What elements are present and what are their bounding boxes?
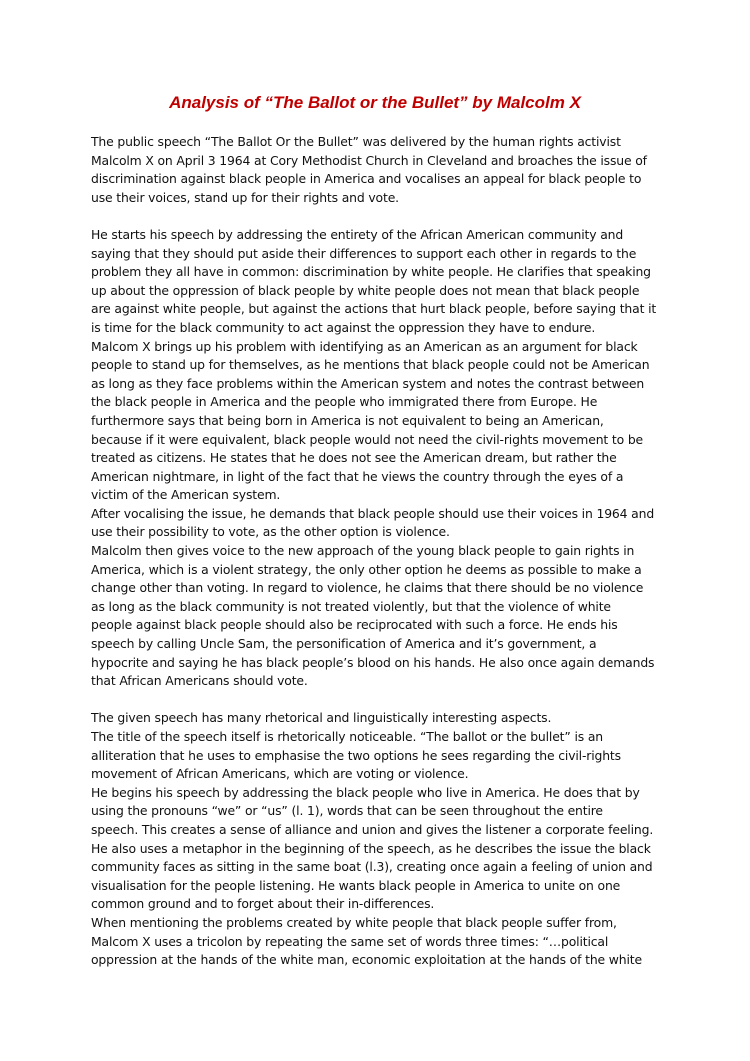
paragraph-rhetoric-intro <box>91 709 669 728</box>
text-line: use their possibility to vote, as the other option is violence. <box>91 524 450 540</box>
text-line: that African Americans should vote. <box>91 673 308 689</box>
text-line: saying that they should put aside their differences to support each other in regards to the <box>91 245 637 261</box>
paragraph-vote-demand <box>91 505 669 542</box>
text-line: Malcolm X on April 3 1964 at Cory Methodist Church in Cleveland and broaches the issue of <box>91 152 647 168</box>
paragraph-american-identity <box>91 338 669 505</box>
text-line: oppression at the hands of the white man, economic exploitation at the hands of the white <box>91 952 642 968</box>
text-line: Malcolm then gives voice to the new approach of the young black people to gain rights in <box>91 543 635 559</box>
text-line: community faces as sitting in the same boat (l.3), creating once again a feeling of union and <box>91 859 653 875</box>
text-line: He also uses a metaphor in the beginning of the speech, as he describes the issue the black <box>91 840 651 856</box>
text-line: The given speech has many rhetorical and linguistically interesting aspects. <box>91 710 552 726</box>
paragraph-introduction <box>91 133 669 207</box>
text-line: victim of the American system. <box>91 487 281 503</box>
text-line: people against black people should also be reciprocated with such a force. He ends his <box>91 617 618 633</box>
paragraph-tricolon <box>91 914 669 970</box>
text-line: people to stand up for themselves, as he mentions that black people could not be American <box>91 357 650 373</box>
text-line: furthermore says that being born in America is not equivalent to being an American, <box>91 412 604 428</box>
text-line: American nightmare, in light of the fact that he views the country through the eyes of a <box>91 468 624 484</box>
text-line: because if it were equivalent, black people would not need the civil-rights movement to be <box>91 431 644 447</box>
text-line: discrimination against black people in America and vocalises an appeal for black people to <box>91 171 642 187</box>
text-line: the black people in America and the people who immigrated there from Europe. He <box>91 394 598 410</box>
text-line: Malcom X brings up his problem with identifying as an American as an argument for black <box>91 338 638 354</box>
text-line: The public speech “The Ballot Or the Bullet” was delivered by the human rights activist <box>91 134 621 149</box>
text-line: America, which is a violent strategy, the only other option he deems as possible to make a <box>91 561 642 577</box>
text-line: The title of the speech itself is rhetorically noticeable. “The ballot or the bullet” is an <box>91 729 603 744</box>
text-line: as long as the black community is not treated violently, but that the violence of white <box>91 598 611 614</box>
text-line: speech by calling Uncle Sam, the personification of America and it’s government, a <box>91 636 597 652</box>
text-line: use their voices, stand up for their rights and vote. <box>91 189 399 205</box>
paragraph-pronouns-metaphor <box>91 784 669 914</box>
text-line: movement of African Americans, which are voting or violence. <box>91 766 469 782</box>
text-line: Malcom X uses a tricolon by repeating the same set of words three times: “…political <box>91 933 609 949</box>
text-line: hypocrite and saying he has black people’s blood on his hands. He also once again demands <box>91 654 655 670</box>
paragraph-summary-start <box>91 226 669 338</box>
text-line: problem they all have in common: discrimination by white people. He clarifies that speaking <box>91 264 651 280</box>
text-line: is time for the black community to act against the oppression they have to endure. <box>91 319 596 335</box>
text-line: After vocalising the issue, he demands that black people should use their voices in 1964 and <box>91 505 655 521</box>
text-line: When mentioning the problems created by white people that black people suffer from, <box>91 914 617 930</box>
paragraph-gap <box>91 691 669 710</box>
paragraph-gap <box>91 207 669 226</box>
paragraph-violence <box>91 542 669 691</box>
text-line: speech. This creates a sense of alliance and union and gives the listener a corporate feeling. <box>91 821 654 837</box>
text-line: as long as they face problems within the American system and notes the contrast between <box>91 375 645 391</box>
text-line: common ground and to forget about their in-differences. <box>91 896 435 912</box>
text-line: He starts his speech by addressing the entirety of the African American community and <box>91 226 624 242</box>
text-line: using the pronouns “we” or “us” (l. 1), words that can be seen throughout the entire <box>91 803 603 819</box>
text-line: visualisation for the people listening. He wants black people in America to unite on one <box>91 877 621 893</box>
text-line: change other than voting. In regard to violence, he claims that there should be no violence <box>91 580 644 596</box>
text-line: up about the oppression of black people by white people does not mean that black people <box>91 282 640 298</box>
paragraph-title-analysis <box>91 728 669 784</box>
text-line: He begins his speech by addressing the black people who live in America. He does that by <box>91 784 640 800</box>
text-line: treated as citizens. He states that he does not see the American dream, but rather the <box>91 450 617 466</box>
text-line: are against white people, but against the actions that hurt black people, before saying that it <box>91 301 657 317</box>
document-body <box>91 133 669 970</box>
text-line: alliteration that he uses to emphasise the two options he sees regarding the civil-rights <box>91 747 621 763</box>
document-title: Analysis of “The Ballot or the Bullet” by Malcolm X <box>169 93 581 112</box>
